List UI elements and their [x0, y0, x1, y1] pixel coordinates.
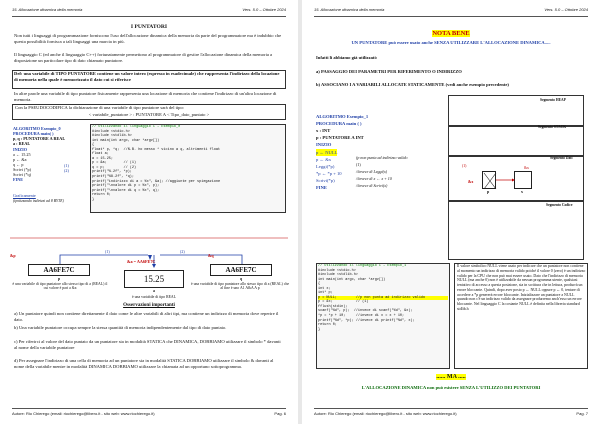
amp-a-label: &a = AA6FE7C — [127, 259, 156, 264]
footer-author: Autore: Rio Chierego (email: riochierego@libero.it - sito web: www.riochierego.it) — [12, 411, 155, 416]
algo-line: p, q : PUNTATORE A REAL — [13, 136, 66, 142]
code-line: { — [92, 143, 95, 148]
algo-line: Leggi(*p) — [316, 163, 335, 169]
algo-line: INIZIO — [13, 146, 27, 152]
algo-line: ALGORITMO Esempio_0 — [13, 126, 61, 131]
algo-line: p ← &x — [316, 156, 332, 162]
code-line: printf("%.2f", *p); — [92, 170, 132, 175]
mark-2: (2) — [180, 249, 185, 254]
arrow-icon — [160, 255, 242, 264]
nota-bene-line: UN PUNTATORE può essere usato anche SENZA UTILIZZARE L'ALLOCAZIONE DINAMICA..... — [351, 40, 551, 45]
paragraph-3: In altre parole una variabile di tipo puntatore fisicamente rappresenta una locazione di memoria che contiene l'indirizzo di un'altra locazione di memoria. — [14, 91, 277, 102]
arrow-icon — [152, 264, 156, 268]
nota-bene-text: NOTA BENE — [432, 30, 470, 37]
observation-d: d) Per assegnare l'indirizzo di una cella di memoria ad un puntatore sia in modalità STATICA DOBBIAMO utilizzare il simbolo & davanti al nome della variabile mentre in modalità DINAMICA DOBBIAMO utilizzare la chiamata ad un opportuno sottoprogramma. — [14, 358, 274, 369]
arrow-icon — [512, 179, 515, 182]
c-code-block — [318, 264, 448, 332]
amp-x-top: &x — [524, 166, 529, 170]
code-line: #include <stdlib.h> — [92, 134, 132, 139]
name-a: a — [153, 289, 155, 293]
desc-p: è una variabile di tipo puntatore allo stesso tipo di a (REAL) il cui valore è pari a &a — [12, 282, 108, 290]
name-p: p — [487, 189, 490, 194]
algo-line: INIZIO — [316, 142, 332, 148]
page-6 — [0, 0, 298, 424]
algo-line: p : PUNTATORE A INT — [316, 135, 364, 141]
mark-1: (1) — [462, 164, 467, 168]
code-line: printf("%8.2f", *q); — [92, 175, 135, 180]
code-line: *p = *p + 10; //invece di x = x + 10; — [318, 314, 405, 319]
intro-paragraph-2: Il linguaggio C (ed anche il linguaggio C++) fortunatamente permettono al programmatore di gestire l'allocazione dinamica della memoria a disposizione un particolare tipo di dato chiamato puntatore. — [14, 52, 273, 63]
algo-comment: //invece di x ← x + 10 — [356, 176, 392, 181]
algo-comment: //invece di Scrivi(x) — [356, 183, 388, 188]
final-statement: L'ALLOCAZIONE DINAMICA non può esistere SENZA L'UTILIZZO DEI PUNTATORI — [361, 385, 541, 390]
cell-p: AA6FE7C — [28, 264, 90, 276]
ma-text: ...... MA ..... — [436, 374, 466, 380]
cell-a: 15.25 — [124, 270, 184, 288]
algo-line: p ← NULL — [316, 149, 338, 155]
page-number: Pag. 6 — [274, 411, 286, 416]
nota-bene-usage: Infatti li abbiamo già utilizzati: — [316, 55, 378, 60]
cell-q: AA6FE7C — [210, 264, 272, 276]
code-line: float a; — [92, 152, 109, 157]
name-x: x — [521, 189, 523, 194]
code-line: printf("%d", *p); //invece di printf("%d", x); — [318, 318, 415, 323]
null-note: Il valore simbolico NULL viene usato per indicare che un puntatore non contiene al momento un indirizzo di memoria valido poiché il valore 0 (zero) è un indirizzo valido per la CPU che non può mai essere usato. Dato che l'indirizzo di memoria NULL (ma anche 0) non è utilizzabile da nessun programma utente, qualsiasi tentativo di accesso a questa posizione, sia in scrittura che in lettura, produrrà un errore bloccante. Quindi, dopo aver posto p ← NULL oppure p ← 0, tentare di accedere a *p genererà errore bloccante. Inizializzare un puntatore a NULL quando non c'è un indirizzo valido da assegnare produrremo anch'esso un errore bloccante. Nel linguaggio C la costante NULL è definita nella libreria standard stdlib.h — [457, 264, 586, 311]
desc-a: è una variabile di tipo REAL — [132, 295, 176, 299]
header-title: 15. Allocazione dinamica della memoria — [12, 7, 83, 12]
amp-x-label: &x — [468, 179, 474, 184]
page-footer — [12, 408, 286, 417]
observation-c: c) Per riferirci al valore del dato puntato da un puntatore sta in modalità STATICA che DINAMICA, DOBBIAMO utilizzare il simbolo * davanti al nome della variabile puntatore — [14, 339, 281, 350]
page-footer — [314, 408, 588, 417]
amp-p-label: &p — [10, 253, 16, 258]
algo-mark-2: (2) — [64, 168, 69, 173]
observations-title: Osservazioni importanti — [123, 303, 175, 308]
code-line: a = 15.25; — [92, 156, 114, 161]
code-line: p = &x; // (1) — [318, 300, 369, 305]
code-line: // Utilizzando il linguaggio C – Esempio_1 — [318, 264, 407, 268]
mark-1: (1) — [105, 249, 110, 254]
algo-line: *p ← *p + 10 — [316, 170, 342, 176]
segment-heap: Segmento HEAP — [540, 98, 566, 102]
code-line: return 0; — [318, 323, 337, 328]
observation-b: b) Una variabile puntatore occupa sempre la stessa quantità di memoria indipendentemente dal tipo di dato puntato. — [14, 325, 227, 330]
code-line: { — [318, 282, 321, 287]
code-line: scanf("%d", p); //invece di scanf("%d", &x); — [318, 309, 413, 314]
code-line: // Utilizzando il linguaggio C – Esempio_0 — [92, 125, 181, 129]
code-line: #include <stdlib.h> — [318, 273, 358, 278]
code-line: q = p; // (2) — [92, 165, 137, 170]
page-7 — [302, 0, 600, 424]
code-line: return 0; — [92, 193, 111, 198]
intro-paragraph-1: Non tutti i linguaggi di programmazione forniscono l'uso dell'allocazione dinamica della memoria da parte del programmatore ma è indubbio che questa possibilità fornisca a tali linguaggi una marcia in più. — [14, 33, 282, 44]
header-title: 15. Allocazione dinamica della memoria — [314, 7, 385, 12]
algo-line: FINE — [13, 177, 24, 183]
code-line: #include <stdio.h> — [92, 129, 130, 134]
code-line: printf("\nvalore di p = %x", p); — [92, 184, 160, 189]
algo-line: PROCEDURA main( ) — [13, 131, 54, 137]
nota-bene-a: a) PASSAGGIO DEI PARAMETRI PER RIFERIMENTO O INDIRIZZO — [316, 69, 462, 74]
pseudo-intro: Con la PSEUDOCODIFICA la dichiarazione di una variabile di tipo puntatore sarà del tipo: — [15, 105, 185, 110]
name-p: p — [57, 277, 61, 281]
code-line: int* p; — [318, 291, 333, 296]
graph-title: Graficamente — [13, 193, 36, 198]
code-line: p = &a; // (1) — [92, 161, 137, 166]
algo-comment: (p non punta ad indirizzo valido — [356, 155, 408, 160]
algo-line: a ← 15.25 — [13, 151, 31, 157]
code-line: p = NULL; //p non punta ad indirizzo valido — [318, 296, 448, 301]
algo-line: FINE — [316, 185, 327, 191]
segment-dati: Segmento Dati — [550, 156, 573, 160]
amp-q-label: &q — [208, 253, 214, 258]
code-line: float* p, *q; //N.B. ho messo * vicino a q, altrimenti float — [92, 147, 221, 152]
code-line: int main(int argc, char *argv[]) — [318, 277, 386, 282]
code-line: #include <stdio.h> — [318, 268, 356, 273]
header-version: Vers. 5.0 – Ottobre 2024 — [242, 7, 286, 12]
section-title: I PUNTATORI — [130, 24, 168, 30]
segment-codice: Segmento Codice — [546, 203, 573, 207]
graph-note: (ipotizzando indirizzi ad 8 BYTE) — [13, 199, 64, 203]
pointer-definition: Def: una variabile di TIPO PUNTATORE contiene un valore intero (espresso in esadecimale) che rappresenta l'indirizzo della locazione di memoria nella quale è memorizzato il dato cui si riferisce — [14, 71, 280, 82]
pseudo-syntax: < variabile_puntatore > : PUNTATORE A < Tipo_dato_puntato > — [88, 112, 210, 117]
desc-q: è una variabile di tipo puntatore allo stesso tipo di a (REAL) che al fine è uno A1 A&A A p — [190, 282, 290, 290]
ma-title — [314, 374, 588, 381]
algo-line: ALGORITMO Esempio_1 — [316, 114, 369, 119]
algo-line: PROCEDURA main ( ) — [316, 121, 362, 127]
header-version: Vers. 5.0 – Ottobre 2024 — [544, 7, 588, 12]
code-line: printf("\nvalore di q = %x", q); — [92, 188, 160, 193]
algo-line: Scrivi (*q) — [13, 172, 32, 178]
algo-line: q ← p — [13, 161, 24, 167]
code-line: } — [92, 197, 95, 202]
algo-line: x : INT — [316, 128, 331, 134]
algo-line: a : REAL — [13, 141, 31, 147]
observation-a: a) Un puntatore quindi non contiene direttamente il dato come le altre variabili di altri tipi, ma contiene un indirizzo di memoria dove reperire il dato. — [14, 311, 279, 322]
algo-comment: (1) — [356, 162, 361, 167]
code-line: int x; — [318, 286, 331, 291]
algo-line: Scrivi(*p) — [316, 177, 335, 183]
footer-author: Autore: Rio Chierego (email: riochierego@libero.it - sito web: www.riochierego.it) — [314, 411, 457, 416]
code-line: } — [318, 327, 321, 332]
algo-line: p ← &a — [13, 156, 27, 162]
algo-mark-1: (1) — [64, 163, 69, 168]
code-line: fflush(stdin); — [318, 304, 348, 309]
segment-stack: Segmento STACK — [538, 125, 566, 129]
code-line: printf("indirizzo di a = %x", &a); //aggiunte per spiegazione — [92, 179, 221, 184]
page-number: Pag. 7 — [576, 411, 588, 416]
algo-line: Scrivi (*p) — [13, 167, 32, 172]
code-line: int main(int argc, char *argv[]) — [92, 138, 160, 143]
name-q: q — [239, 277, 243, 281]
algo-comment: //invece di Leggi(x) — [356, 169, 388, 174]
nota-bene-b: b) ASSOCIANO I A VARIABILI ALLOCATE STATICAMENTE (vedi anche esempio precedente) — [316, 82, 509, 87]
